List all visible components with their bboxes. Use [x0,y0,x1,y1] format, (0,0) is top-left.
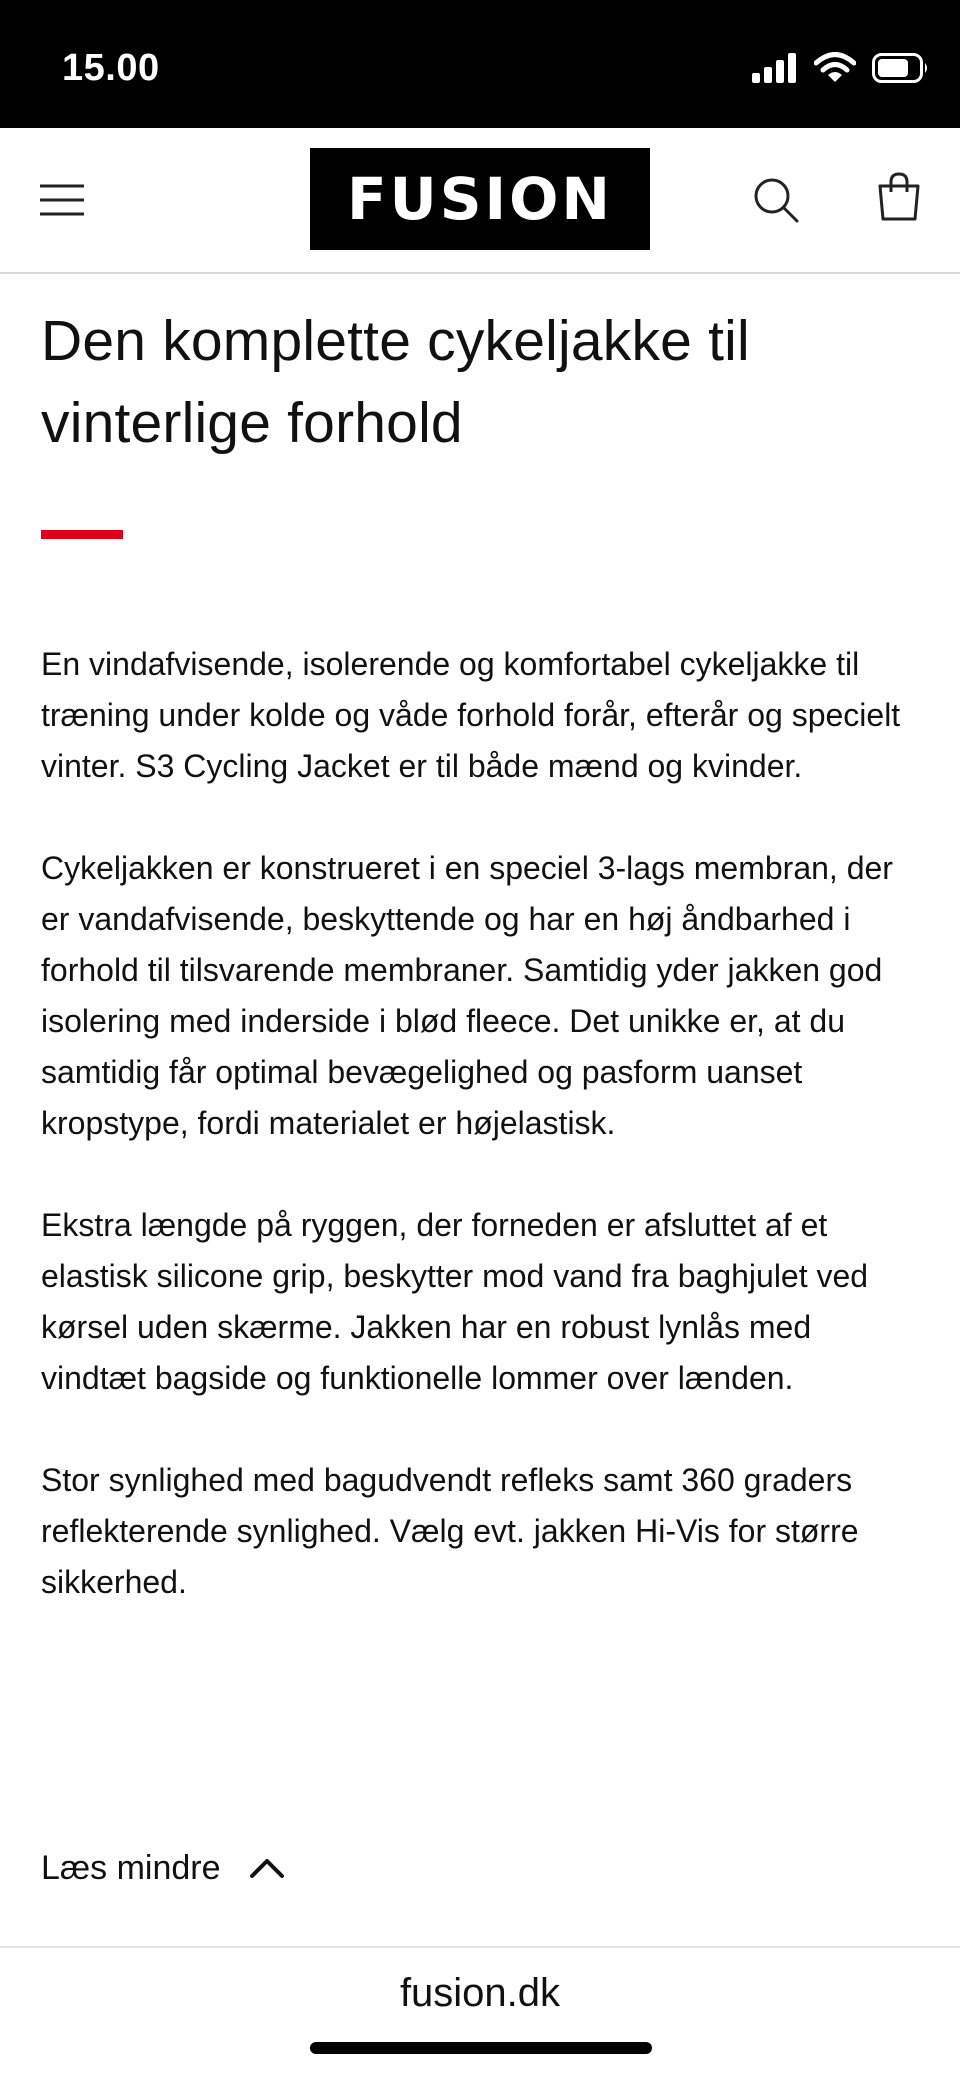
shopping-bag-icon [878,172,920,222]
status-icons [752,52,930,84]
description-body [41,639,921,1608]
battery-icon [872,53,930,83]
description-paragraph-3: Ekstra længde på ryggen, der forneden er afsluttet af et elastisk silicone grip, beskytter mod vand fra baghjulet ved kørsel uden skærme. Jakken har en robust lynlås med vindtæt bagside og funktionelle lommer over lænden. [41,1207,869,1396]
fusion-logo[interactable]: FUSION [310,148,650,250]
product-description [41,300,921,1659]
accent-divider [41,530,123,539]
chevron-up-icon [249,1857,285,1879]
cellular-signal-icon [752,53,798,83]
page-title: Den komplette cykeljakke til vinterlige forhold [41,309,750,455]
browser-url-bar [0,1946,960,2081]
home-indicator[interactable] [310,2042,652,2054]
hamburger-menu-icon [38,180,86,220]
read-less-label: Læs mindre [41,1849,221,1887]
status-bar [0,0,960,128]
search-icon [752,176,800,224]
read-less-button[interactable] [41,1840,285,1896]
wifi-icon [814,52,856,84]
description-paragraph-2: Cykeljakken er konstrueret i en speciel 3-lags membran, der er vandafvisende, beskyttende og har en høj åndbarhed i forhold til tilsvarende membraner. Samtidig yder jakken god isolering med inderside i blød fleece. Det unikke er, at du samtidig får optimal bevægelighed og pasform uanset kropstype, fordi materialet er højelastisk. [41,850,893,1141]
menu-button[interactable] [38,180,86,220]
description-paragraph-4: Stor synlighed med bagudvendt refleks samt 360 graders reflekterende synlighed. Vælg evt. jakken Hi-Vis for større sikkerhed. [41,1462,859,1600]
search-button[interactable] [752,176,800,224]
shopping-bag-button[interactable] [878,172,920,222]
description-paragraph-1: En vindafvisende, isolerende og komfortabel cykeljakke til træning under kolde og våde forhold forår, efterår og specielt vinter. S3 Cycling Jacket er til både mænd og kvinder. [41,646,901,784]
url-text[interactable]: fusion.dk [399,1971,561,2015]
site-header [0,128,960,274]
status-time: 15.00 [62,47,160,89]
